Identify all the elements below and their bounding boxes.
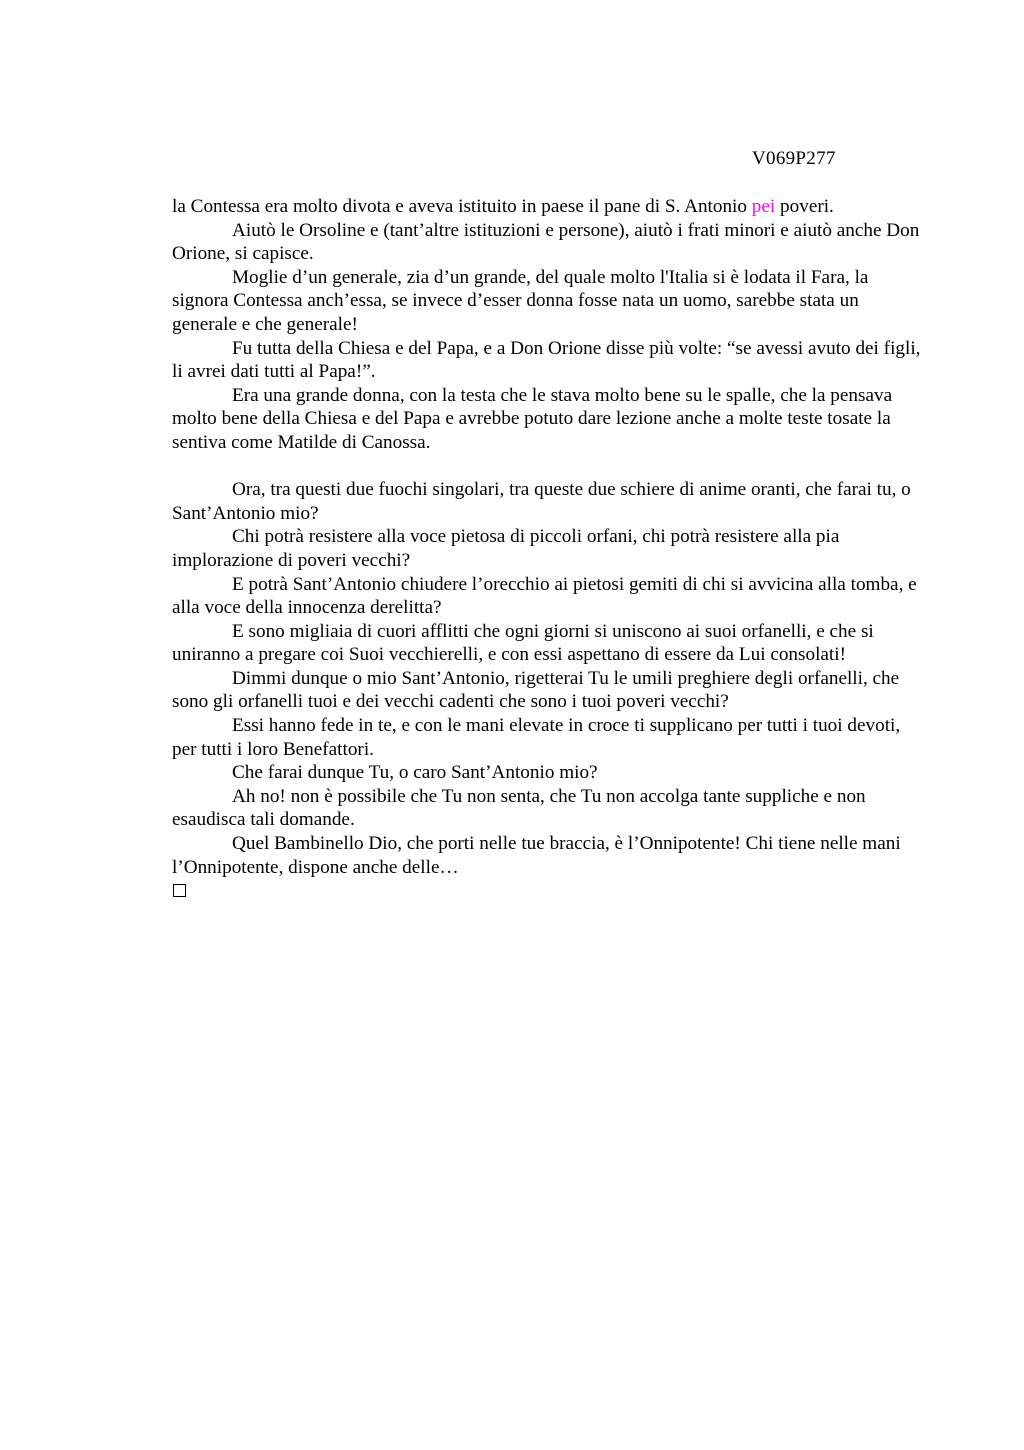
paragraph-3: Moglie d’un generale, zia d’un grande, del quale molto l'Italia si è lodata il Fara, la signora Contessa anch’essa, se invece d’esser donna fosse nata un uomo, sarebbe stata un generale e che generale! — [172, 266, 869, 335]
paragraph-2: Aiutò le Orsoline e (tant’altre istituzioni e persone), aiutò i frati minori e aiutò anche Don Orione, si capisce. — [172, 219, 920, 265]
paragraph-11: Essi hanno fede in te, e con le mani elevate in croce ti supplicano per tutti i tuoi devoti, per tutti i loro Benefattori. — [172, 715, 901, 760]
paragraph-10: Dimmi dunque o mio Sant’Antonio, rigetterai Tu le umili preghiere degli orfanelli, che sono gli orfanelli tuoi e dei vecchi cadenti che sono i tuoi poveri vecchi? — [172, 667, 900, 713]
paragraph-1-text-before: la Contessa era molto divota e aveva istituito in paese il pane di S. Antonio — [172, 196, 752, 217]
paragraph-6: Ora, tra questi due fuochi singolari, tra queste due schiere di anime oranti, che farai tu, o Sant’Antonio mio? — [172, 479, 911, 524]
paragraph-9: E sono migliaia di cuori afflitti che ogni giorni si uniscono ai suoi orfanelli, e che si uniranno a pregare coi Suoi vecchierelli, e con essi aspettano di essere da Lui consolati! — [172, 620, 874, 666]
page-code: V069P277 — [752, 148, 836, 169]
paragraph-7: Chi potrà resistere alla voce pietosa di piccoli orfani, chi potrà resistere alla pia implorazione di poveri vecchi? — [172, 526, 840, 571]
paragraph-13: Ah no! non è possibile che Tu non senta, che Tu non accolga tante suppliche e non esaudisca tali domande. — [172, 785, 866, 831]
highlighted-word: pei — [751, 196, 776, 217]
square-outline-icon — [173, 884, 186, 897]
document-body — [172, 195, 924, 897]
paragraph-14: Quel Bambinello Dio, che porti nelle tue braccia, è l’Onnipotente! Chi tiene nelle mani l’Onnipotente, dispone anche delle… — [172, 833, 901, 878]
paragraph-5: Era una grande donna, con la testa che le stava molto bene su le spalle, che la pensava molto bene della Chiesa e del Papa e avrebbe potuto dare lezione anche a molte teste tosate la sentiva come Matilde di Canossa. — [172, 384, 893, 453]
paragraph-4: Fu tutta della Chiesa e del Papa, e a Don Orione disse più volte: “se avessi avuto dei figli, li avrei dati tutti al Papa!”. — [172, 337, 921, 383]
paragraph-12: Che farai dunque Tu, o caro Sant’Antonio mio? — [232, 762, 598, 784]
paragraph-8: E potrà Sant’Antonio chiudere l’orecchio ai pietosi gemiti di chi si avvicina alla tomba, e alla voce della innocenza derelitta? — [172, 573, 917, 619]
paragraph-1 — [172, 195, 924, 219]
paragraph-1-text-after: poveri. — [775, 196, 834, 217]
